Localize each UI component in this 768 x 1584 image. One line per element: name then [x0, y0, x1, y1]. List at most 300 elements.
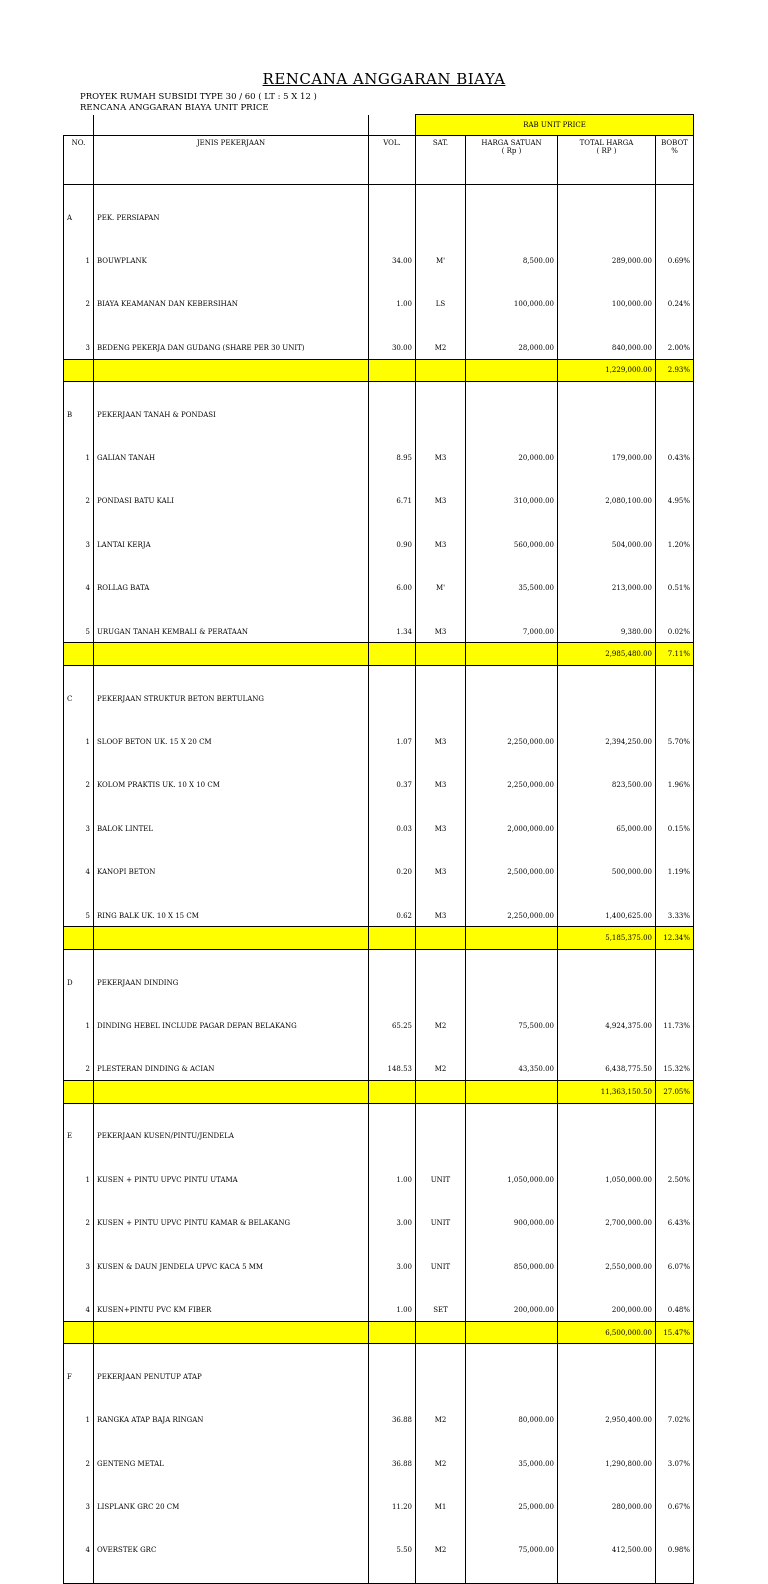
- empty-cell: [416, 840, 466, 862]
- empty-cell: [416, 883, 466, 905]
- item-unit: M2: [416, 1015, 466, 1037]
- empty-cell: [369, 556, 416, 578]
- empty-cell: [466, 840, 558, 862]
- item-no: 1: [64, 1169, 94, 1191]
- empty-cell: [466, 1344, 558, 1366]
- item-total: 2,550,000.00: [558, 1256, 656, 1278]
- item-name: KOLOM PRAKTIS UK. 10 X 10 CM: [94, 775, 369, 797]
- table-row: [64, 1453, 694, 1475]
- rab-header-row: [64, 115, 694, 136]
- item-no: 4: [64, 861, 94, 883]
- item-name: GENTENG METAL: [94, 1453, 369, 1475]
- empty-cell: [656, 1103, 694, 1125]
- empty-cell: [558, 228, 656, 250]
- item-weight: 1.96%: [656, 775, 694, 797]
- spacer-row: [64, 840, 694, 862]
- subtotal-empty: [64, 1321, 94, 1344]
- empty-cell: [466, 666, 558, 688]
- section-header-row: [64, 1366, 694, 1388]
- col-vol: VOL.: [369, 136, 416, 185]
- item-unit: M2: [416, 1453, 466, 1475]
- empty-cell: [416, 1475, 466, 1497]
- empty-cell: [94, 1431, 369, 1453]
- empty-cell: [64, 796, 94, 818]
- empty-cell: [558, 1388, 656, 1410]
- empty-cell: [466, 556, 558, 578]
- col-job: JENIS PEKERJAAN: [94, 136, 369, 185]
- section-header-row: [64, 404, 694, 426]
- empty-cell: [416, 315, 466, 337]
- item-name: DINDING HEBEL INCLUDE PAGAR DEPAN BELAKANG: [94, 1015, 369, 1037]
- subtotal-weight: 12.34%: [656, 927, 694, 950]
- section-name: PEK. PERSIAPAN: [94, 207, 369, 229]
- item-weight: 1.20%: [656, 534, 694, 556]
- empty-cell: [466, 469, 558, 491]
- table-row: [64, 1212, 694, 1234]
- table-row: [64, 1496, 694, 1518]
- empty-cell: [466, 1431, 558, 1453]
- empty-cell: [416, 228, 466, 250]
- empty-cell: [369, 950, 416, 972]
- table-row: [64, 534, 694, 556]
- item-vol: 0.37: [369, 775, 416, 797]
- item-name: ROLLAG BATA: [94, 577, 369, 599]
- item-total: 9,380.00: [558, 621, 656, 643]
- empty-cell: [94, 382, 369, 404]
- empty-cell: [656, 207, 694, 229]
- subtotal-empty: [94, 927, 369, 950]
- spacer-row: [64, 1277, 694, 1299]
- item-vol: 36.88: [369, 1410, 416, 1432]
- item-name: BOUWPLANK: [94, 250, 369, 272]
- empty-cell: [369, 315, 416, 337]
- item-no: 4: [64, 577, 94, 599]
- item-total: 1,290,800.00: [558, 1453, 656, 1475]
- table-row: [64, 861, 694, 883]
- empty-cell: [466, 950, 558, 972]
- col-total-harga-label: TOTAL HARGA: [579, 139, 634, 147]
- item-unit-price: 43,350.00: [466, 1059, 558, 1081]
- item-vol: 30.00: [369, 337, 416, 359]
- spacer-row: [64, 556, 694, 578]
- empty-cell: [369, 1366, 416, 1388]
- empty-cell: [656, 1366, 694, 1388]
- empty-cell: [369, 207, 416, 229]
- item-vol: 1.00: [369, 1299, 416, 1321]
- item-unit: SET: [416, 1299, 466, 1321]
- empty-cell: [416, 1126, 466, 1148]
- empty-cell: [656, 404, 694, 426]
- item-weight: 0.69%: [656, 250, 694, 272]
- empty-cell: [94, 426, 369, 448]
- empty-cell: [656, 840, 694, 862]
- item-unit-price: 2,250,000.00: [466, 905, 558, 927]
- empty-cell: [369, 666, 416, 688]
- item-weight: 2.00%: [656, 337, 694, 359]
- empty-cell: [94, 993, 369, 1015]
- empty-cell: [558, 1234, 656, 1256]
- subtotal-empty: [64, 643, 94, 666]
- empty-cell: [558, 404, 656, 426]
- item-unit-price: 200,000.00: [466, 1299, 558, 1321]
- empty-cell: [94, 666, 369, 688]
- item-name: LANTAI KERJA: [94, 534, 369, 556]
- rab-unit-price-header: RAB UNIT PRICE: [416, 115, 694, 136]
- col-harga-satuan-label: HARGA SATUAN: [481, 139, 542, 147]
- empty-cell: [558, 710, 656, 732]
- spacer-row: [64, 993, 694, 1015]
- empty-cell: [656, 1234, 694, 1256]
- item-vol: 65.25: [369, 1015, 416, 1037]
- item-unit: LS: [416, 293, 466, 315]
- item-weight: 4.95%: [656, 491, 694, 513]
- table-end-row: [64, 1561, 694, 1583]
- col-bobot: [656, 136, 694, 185]
- item-unit: M3: [416, 447, 466, 469]
- empty-cell: [656, 1561, 694, 1583]
- section-code: D: [64, 972, 94, 994]
- item-no: 5: [64, 621, 94, 643]
- empty-cell: [656, 688, 694, 710]
- table-row: [64, 491, 694, 513]
- empty-cell: [64, 272, 94, 294]
- column-header-row: [64, 136, 694, 185]
- item-vol: 1.07: [369, 731, 416, 753]
- item-unit-price: 7,000.00: [466, 621, 558, 643]
- empty-cell: [416, 688, 466, 710]
- empty-cell: [369, 426, 416, 448]
- item-no: 1: [64, 250, 94, 272]
- item-total: 100,000.00: [558, 293, 656, 315]
- empty-cell: [416, 272, 466, 294]
- item-weight: 5.70%: [656, 731, 694, 753]
- subtotal-row: [64, 1321, 694, 1344]
- empty-cell: [94, 1344, 369, 1366]
- empty-cell: [94, 796, 369, 818]
- section-code: C: [64, 688, 94, 710]
- item-unit-price: 28,000.00: [466, 337, 558, 359]
- subtotal-empty: [369, 1081, 416, 1104]
- subtotal-value: 1,229,000.00: [558, 359, 656, 382]
- empty-cell: [369, 1344, 416, 1366]
- item-no: 3: [64, 1256, 94, 1278]
- empty-cell: [416, 710, 466, 732]
- item-no: 1: [64, 1410, 94, 1432]
- empty-cell: [558, 512, 656, 534]
- item-total: 412,500.00: [558, 1540, 656, 1562]
- empty-cell: [416, 599, 466, 621]
- spacer-row: [64, 666, 694, 688]
- empty-cell: [656, 1147, 694, 1169]
- empty-cell: [64, 1344, 94, 1366]
- empty-cell: [64, 1234, 94, 1256]
- item-no: 1: [64, 731, 94, 753]
- section-header-row: [64, 972, 694, 994]
- empty-cell: [94, 556, 369, 578]
- spacer-row: [64, 1475, 694, 1497]
- spacer-row: [64, 1234, 694, 1256]
- empty-cell: [416, 1431, 466, 1453]
- empty-cell: [369, 972, 416, 994]
- table-row: [64, 293, 694, 315]
- empty-cell: [369, 228, 416, 250]
- empty-cell: [656, 315, 694, 337]
- spacer-row: [64, 753, 694, 775]
- item-weight: 0.43%: [656, 447, 694, 469]
- table-row: [64, 447, 694, 469]
- subtotal-empty: [466, 927, 558, 950]
- item-unit-price: 2,250,000.00: [466, 731, 558, 753]
- empty-cell: [416, 556, 466, 578]
- empty-cell: [558, 1344, 656, 1366]
- empty-cell: [656, 753, 694, 775]
- empty-cell: [94, 753, 369, 775]
- spacer-row: [64, 1037, 694, 1059]
- subtotal-empty: [369, 359, 416, 382]
- empty-cell: [94, 469, 369, 491]
- item-vol: 0.03: [369, 818, 416, 840]
- item-no: 3: [64, 1496, 94, 1518]
- subtotal-empty: [94, 359, 369, 382]
- empty-cell: [369, 185, 416, 207]
- empty-cell: [64, 1561, 94, 1583]
- empty-cell: [369, 1277, 416, 1299]
- empty-cell: [466, 1366, 558, 1388]
- empty-cell: [369, 469, 416, 491]
- item-weight: 0.02%: [656, 621, 694, 643]
- item-name: RING BALK UK. 10 X 15 CM: [94, 905, 369, 927]
- empty-cell: [94, 315, 369, 337]
- empty-cell: [656, 1037, 694, 1059]
- empty-cell: [558, 1277, 656, 1299]
- item-total: 2,080,100.00: [558, 491, 656, 513]
- empty-cell: [369, 1431, 416, 1453]
- empty-cell: [416, 753, 466, 775]
- item-no: 2: [64, 1453, 94, 1475]
- spacer-row: [64, 272, 694, 294]
- empty-cell: [656, 469, 694, 491]
- item-no: 3: [64, 337, 94, 359]
- section-code: F: [64, 1366, 94, 1388]
- empty-cell: [466, 315, 558, 337]
- item-unit-price: 20,000.00: [466, 447, 558, 469]
- empty-cell: [94, 1475, 369, 1497]
- item-unit: UNIT: [416, 1212, 466, 1234]
- empty-cell: [64, 228, 94, 250]
- empty-cell: [466, 753, 558, 775]
- empty-cell: [466, 710, 558, 732]
- item-unit: M3: [416, 491, 466, 513]
- item-name: OVERSTEK GRC: [94, 1540, 369, 1562]
- item-name: RANGKA ATAP BAJA RINGAN: [94, 1410, 369, 1432]
- empty-cell: [558, 993, 656, 1015]
- item-total: 213,000.00: [558, 577, 656, 599]
- empty-cell: [94, 1147, 369, 1169]
- subtotal-empty: [466, 359, 558, 382]
- item-unit: M': [416, 250, 466, 272]
- empty-cell: [94, 883, 369, 905]
- empty-cell: [64, 993, 94, 1015]
- item-no: 2: [64, 1212, 94, 1234]
- item-weight: 1.19%: [656, 861, 694, 883]
- item-unit: M': [416, 577, 466, 599]
- empty-cell: [656, 382, 694, 404]
- item-vol: 6.71: [369, 491, 416, 513]
- empty-cell: [94, 185, 369, 207]
- col-bobot-unit: %: [671, 147, 678, 155]
- empty-cell: [64, 710, 94, 732]
- col-no: NO.: [64, 136, 94, 185]
- spacer-row: [64, 1147, 694, 1169]
- subtotal-empty: [416, 927, 466, 950]
- empty-cell: [656, 1388, 694, 1410]
- item-total: 6,438,775.50: [558, 1059, 656, 1081]
- subtotal-empty: [94, 1081, 369, 1104]
- item-unit-price: 35,000.00: [466, 1453, 558, 1475]
- subtotal-value: 5,185,375.00: [558, 927, 656, 950]
- empty-cell: [558, 972, 656, 994]
- empty-cell: [416, 666, 466, 688]
- empty-cell: [558, 840, 656, 862]
- item-vol: 0.62: [369, 905, 416, 927]
- empty-cell: [94, 1388, 369, 1410]
- item-weight: 0.15%: [656, 818, 694, 840]
- empty-cell: [416, 1366, 466, 1388]
- budget-table: [63, 114, 694, 1584]
- empty-cell: [416, 993, 466, 1015]
- empty-cell: [558, 272, 656, 294]
- section-code: E: [64, 1126, 94, 1148]
- empty-cell: [369, 796, 416, 818]
- empty-cell: [558, 688, 656, 710]
- section-header-row: [64, 1126, 694, 1148]
- empty-cell: [558, 1191, 656, 1213]
- empty-cell: [466, 382, 558, 404]
- section-name: PEKERJAAN DINDING: [94, 972, 369, 994]
- empty-cell: [558, 556, 656, 578]
- item-name: KUSEN & DAUN JENDELA UPVC KACA 5 MM: [94, 1256, 369, 1278]
- table-row: [64, 775, 694, 797]
- item-name: GALIAN TANAH: [94, 447, 369, 469]
- project-subtitle: PROYEK RUMAH SUBSIDI TYPE 30 / 60 ( LT : 5 X 12 ): [80, 92, 317, 102]
- empty-cell: [466, 1103, 558, 1125]
- empty-cell: [656, 1277, 694, 1299]
- subtotal-value: 2,985,480.00: [558, 643, 656, 666]
- empty-cell: [416, 1103, 466, 1125]
- empty-cell: [466, 1277, 558, 1299]
- item-weight: 2.50%: [656, 1169, 694, 1191]
- item-unit-price: 310,000.00: [466, 491, 558, 513]
- empty-cell: [64, 599, 94, 621]
- empty-cell: [94, 1037, 369, 1059]
- item-total: 65,000.00: [558, 818, 656, 840]
- item-unit: M2: [416, 337, 466, 359]
- empty-cell: [369, 1518, 416, 1540]
- item-no: 4: [64, 1540, 94, 1562]
- empty-cell: [369, 404, 416, 426]
- empty-cell: [416, 796, 466, 818]
- empty-cell: [416, 382, 466, 404]
- spacer-row: [64, 1518, 694, 1540]
- empty-cell: [94, 1234, 369, 1256]
- spacer-row: [64, 710, 694, 732]
- subtotal-value: 6,500,000.00: [558, 1321, 656, 1344]
- item-weight: 3.33%: [656, 905, 694, 927]
- item-vol: 3.00: [369, 1212, 416, 1234]
- item-unit-price: 2,500,000.00: [466, 861, 558, 883]
- item-vol: 0.90: [369, 534, 416, 556]
- empty-cell: [369, 840, 416, 862]
- empty-cell: [558, 666, 656, 688]
- item-total: 2,394,250.00: [558, 731, 656, 753]
- empty-cell: [558, 950, 656, 972]
- empty-cell: [558, 883, 656, 905]
- table-row: [64, 250, 694, 272]
- empty-cell: [64, 469, 94, 491]
- item-name: SLOOF BETON UK. 15 X 20 CM: [94, 731, 369, 753]
- empty-cell: [64, 1388, 94, 1410]
- item-no: 2: [64, 491, 94, 513]
- item-vol: 148.53: [369, 1059, 416, 1081]
- empty-cell: [466, 404, 558, 426]
- empty-cell: [416, 1147, 466, 1169]
- empty-cell: [416, 1344, 466, 1366]
- empty-cell: [656, 972, 694, 994]
- item-weight: 0.24%: [656, 293, 694, 315]
- item-weight: 0.67%: [656, 1496, 694, 1518]
- table-row: [64, 1540, 694, 1562]
- empty-cell: [558, 796, 656, 818]
- item-no: 2: [64, 1059, 94, 1081]
- empty-cell: [416, 1234, 466, 1256]
- empty-cell: [466, 796, 558, 818]
- empty-cell: [558, 185, 656, 207]
- section-header-row: [64, 207, 694, 229]
- empty-cell: [466, 599, 558, 621]
- document-title: RENCANA ANGGARAN BIAYA: [262, 70, 506, 88]
- spacer-row: [64, 1388, 694, 1410]
- empty-cell: [558, 426, 656, 448]
- item-vol: 3.00: [369, 1256, 416, 1278]
- item-unit: UNIT: [416, 1169, 466, 1191]
- item-name: BIAYA KEAMANAN DAN KEBERSIHAN: [94, 293, 369, 315]
- item-no: 2: [64, 293, 94, 315]
- empty-cell: [94, 710, 369, 732]
- table-row: [64, 1015, 694, 1037]
- empty-cell: [656, 426, 694, 448]
- empty-cell: [466, 1475, 558, 1497]
- empty-cell: [656, 1475, 694, 1497]
- subtotal-empty: [94, 643, 369, 666]
- empty-cell: [558, 1518, 656, 1540]
- empty-cell: [656, 1518, 694, 1540]
- item-no: 4: [64, 1299, 94, 1321]
- empty-cell: [64, 1037, 94, 1059]
- item-name: PLESTERAN DINDING & ACIAN: [94, 1059, 369, 1081]
- item-total: 2,700,000.00: [558, 1212, 656, 1234]
- empty-cell: [656, 1344, 694, 1366]
- empty-cell: [558, 1037, 656, 1059]
- item-unit-price: 8,500.00: [466, 250, 558, 272]
- empty-cell: [94, 1277, 369, 1299]
- empty-cell: [369, 1561, 416, 1583]
- empty-cell: [656, 272, 694, 294]
- item-unit-price: 100,000.00: [466, 293, 558, 315]
- empty-cell: [64, 950, 94, 972]
- empty-cell: [656, 228, 694, 250]
- spacer-row: [64, 469, 694, 491]
- item-unit: M3: [416, 861, 466, 883]
